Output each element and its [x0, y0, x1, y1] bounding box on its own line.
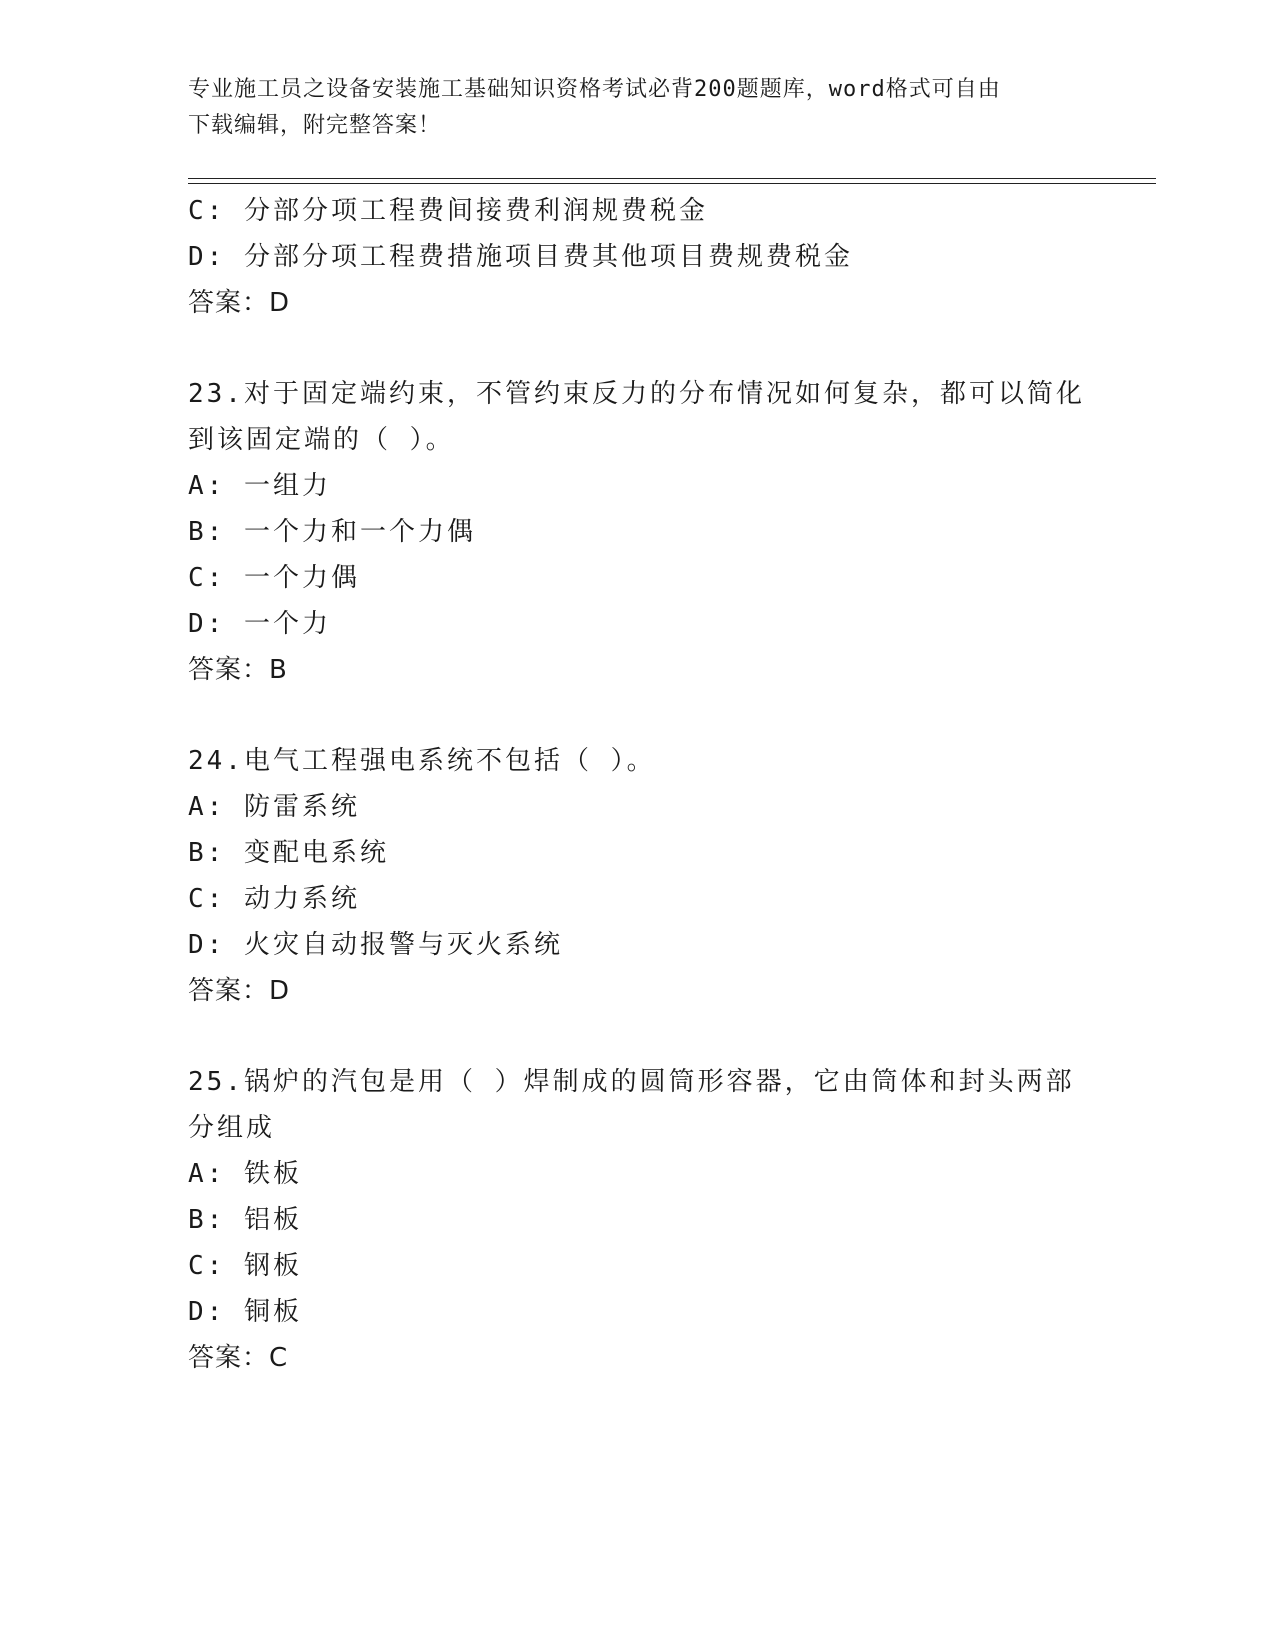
- option-b: B: 一个力和一个力偶: [188, 517, 476, 547]
- question-25: [188, 1059, 1088, 1381]
- spacer: [188, 326, 1088, 371]
- question-23: [188, 371, 1088, 693]
- option-c: C: 钢板: [188, 1251, 302, 1281]
- question-22-tail: [188, 188, 1088, 326]
- option-c: C: 一个力偶: [188, 563, 360, 593]
- option-b: B: 铝板: [188, 1205, 302, 1235]
- question-24: [188, 738, 1088, 1014]
- spacer: [188, 693, 1088, 738]
- header-divider-bottom: [188, 183, 1156, 184]
- option-b: B: 变配电系统: [188, 838, 389, 868]
- header-divider-top: [188, 178, 1156, 179]
- answer: 答案：C: [188, 1343, 289, 1373]
- option-d: D: 火灾自动报警与灭火系统: [188, 930, 563, 960]
- answer: 答案：D: [188, 976, 291, 1006]
- answer: 答案：D: [188, 288, 291, 318]
- question-stem-continued: 分组成: [188, 1113, 276, 1143]
- option-c: C: 动力系统: [188, 884, 360, 914]
- option-a: A: 铁板: [188, 1159, 302, 1189]
- question-stem: 24.电气工程强电系统不包括（ ）。: [188, 746, 656, 776]
- option-a: A: 防雷系统: [188, 792, 360, 822]
- question-stem: 25.锅炉的汽包是用（ ）焊制成的圆筒形容器，它由筒体和封头两部: [188, 1067, 1075, 1097]
- question-list: [188, 188, 1088, 1381]
- document-header: [188, 72, 1068, 144]
- option-d: D: 铜板: [188, 1297, 302, 1327]
- option-c: C: 分部分项工程费间接费利润规费税金: [188, 196, 708, 226]
- answer: 答案：B: [188, 655, 288, 685]
- option-d: D: 一个力: [188, 609, 331, 639]
- question-stem-continued: 到该固定端的（ ）。: [188, 425, 455, 455]
- spacer: [188, 1014, 1088, 1059]
- option-d: D: 分部分项工程费措施项目费其他项目费规费税金: [188, 242, 853, 272]
- header-line-1: 专业施工员之设备安装施工基础知识资格考试必背200题题库，word格式可自由: [188, 77, 1001, 102]
- question-stem: 23.对于固定端约束，不管约束反力的分布情况如何复杂，都可以简化: [188, 379, 1085, 409]
- header-line-2: 下载编辑，附完整答案！: [188, 113, 442, 138]
- option-a: A: 一组力: [188, 471, 331, 501]
